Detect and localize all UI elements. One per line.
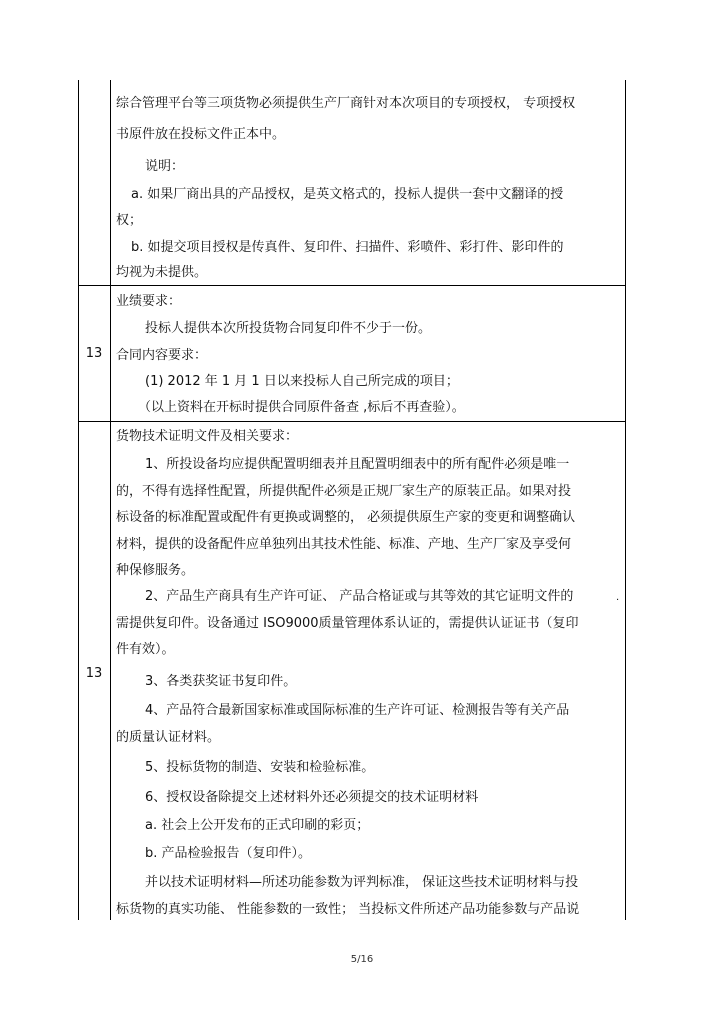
row-number: 13 — [85, 346, 103, 361]
table-right-border — [625, 80, 626, 920]
row-text-line: 书原件放在投标文件正本中。 — [116, 127, 286, 142]
row-text-line: 的，不得有选择性配置，所提供配件必须是正规厂家生产的原装正品。如果对投 — [116, 484, 572, 499]
row-text-line: 综合管理平台等三项货物必须提供生产厂商针对本次项目的专项授权， 专项授权 — [116, 96, 576, 111]
row-text-line: a. 社会上公开发布的正式印刷的彩页； — [145, 818, 370, 833]
row-text-line: 标货物的真实功能、 性能参数的一致性； 当投标文件所述产品功能参数与产品说 — [116, 902, 580, 917]
row-text-line: 说明： — [145, 159, 185, 174]
row-divider — [78, 285, 626, 286]
row-text-line: （以上资料在开标时提供合同原件备查 ,标后不再查验）。 — [138, 400, 465, 415]
row-text-line: b. 产品检验报告（复印件）。 — [145, 846, 312, 861]
row-text-line: 材料，提供的设备配件应单独列出其技术性能、标准、产地、生产厂家及享受何 — [116, 537, 572, 552]
row-text-line: 4、产品符合最新国家标准或国际标准的生产许可证、检测报告等有关产品 — [145, 703, 570, 718]
row-text-line: 1、所投设备均应提供配置明细表并且配置明细表中的所有配件必须是唯一 — [145, 457, 570, 472]
row-text-line: 投标人提供本次所投货物合同复印件不少于一份。 — [145, 321, 432, 336]
row-text-line: 权； — [116, 213, 143, 228]
row-text-line: 6、授权设备除提交上述材料外还必须提交的技术证明材料 — [145, 790, 479, 805]
page-number: 5/16 — [350, 954, 374, 965]
row-text-line: 货物技术证明文件及相关要求： — [116, 429, 299, 444]
row-text-line: 种保修服务。 — [116, 563, 195, 578]
row-text-line: 件有效）。 — [116, 642, 175, 657]
row-text-line: a. 如果厂商出具的产品授权，是英文格式的，投标人提供一套中文翻译的授 — [131, 187, 564, 202]
row-text-line: 的质量认证材料。 — [116, 730, 221, 745]
row-text-line: 需提供复印件。设备通过 ISO9000质量管理体系认证的，需提供认证证书（复印 — [116, 616, 579, 631]
row-text-line: 5、投标货物的制造、安装和检验标准。 — [145, 760, 375, 775]
table-left-border — [78, 80, 79, 920]
row-text-line: (1) 2012 年 1 月 1 日以来投标人自己所完成的项目； — [145, 374, 459, 389]
row-text-line: 均视为未提供。 — [116, 265, 208, 280]
row-number: 13 — [85, 666, 103, 681]
row-text-line: 2、产品生产商具有生产许可证、 产品合格证或与其等效的其它证明文件的 — [145, 589, 574, 604]
row-text-line: 合同内容要求： — [116, 348, 208, 363]
row-text-line: 3、各类获奖证书复印件。 — [145, 674, 297, 689]
row-text-line: 标设备的标准配置或配件有更换或调整的， 必须提供原生产家的变更和调整确认 — [116, 510, 576, 525]
row-text-line: 业绩要求： — [116, 294, 182, 309]
row-text-line: b. 如提交项目授权是传真件、复印件、扫描件、彩喷件、彩打件、影印件的 — [131, 240, 564, 255]
row-divider — [78, 421, 626, 422]
row-text-line: 并以技术证明材料—所述功能参数为评判标准， 保证这些技术证明材料与投 — [145, 875, 579, 890]
stray-mark: . — [616, 592, 620, 603]
column-divider — [110, 80, 111, 920]
